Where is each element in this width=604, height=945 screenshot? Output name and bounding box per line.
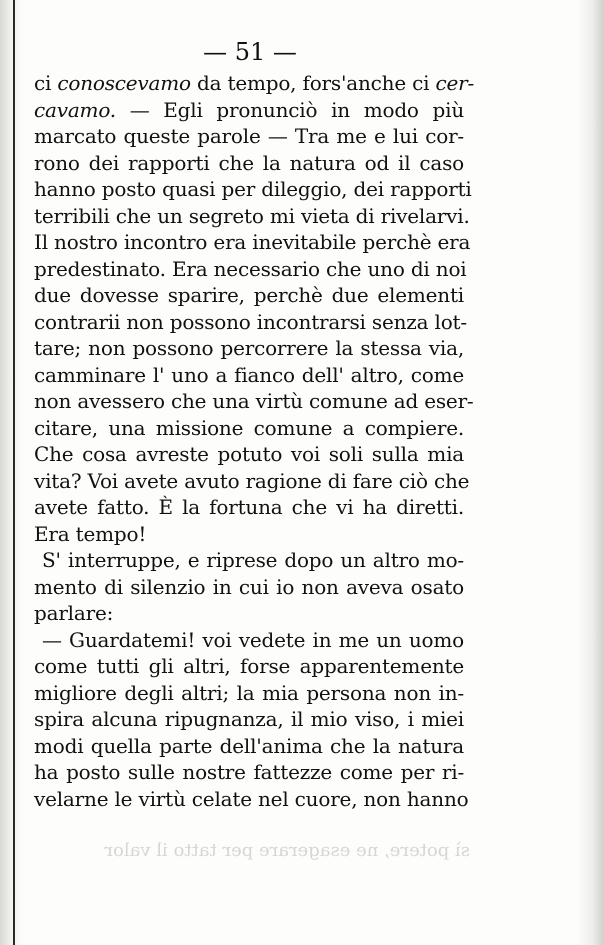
text-line: S' interruppe, e riprese dopo un altro mo- bbox=[42, 548, 464, 572]
text-line: ha posto sulle nostre fattezze come per ri- bbox=[34, 760, 464, 784]
text-line: camminare l' uno a fianco dell' altro, come bbox=[34, 362, 464, 387]
text-line: parlare: bbox=[34, 601, 114, 625]
page-edge-shadow bbox=[578, 0, 604, 945]
text-line: migliore degli altri; la mia persona non in- bbox=[34, 680, 464, 705]
binding-edge bbox=[13, 0, 15, 945]
text-line: hanno posto quasi per dileggio, dei rapporti bbox=[34, 177, 472, 201]
page-gutter bbox=[0, 0, 22, 945]
text-line: tare; non possono percorrere la stessa via, bbox=[34, 336, 464, 360]
text-line: avete fatto. È la fortuna che vi ha diretti. bbox=[34, 495, 464, 519]
text-line: cavamo. — Egli pronunciò in modo più bbox=[34, 97, 464, 122]
text-line: — Guardatemi! voi vedete in me un uomo bbox=[42, 627, 464, 652]
text-line: vita? Voi avete avuto ragione di fare ciò che bbox=[34, 468, 470, 493]
text-line: ci conoscevamo da tempo, fors'anche ci cer- bbox=[34, 71, 475, 95]
text-line: velarne le virtù celate nel cuore, non hanno bbox=[34, 786, 469, 811]
text-line: due dovesse sparire, perchè due elementi bbox=[34, 283, 464, 307]
text-line: come tutti gli altri, forse apparentemente bbox=[34, 654, 464, 678]
body-text bbox=[34, 70, 475, 812]
text-line: marcato queste parole — Tra me e lui cor- bbox=[34, 124, 464, 148]
text-line: rono dei rapporti che la natura od il caso bbox=[34, 150, 464, 175]
text-line: terribili che un segreto mi vieta di rivelarvi. bbox=[34, 203, 470, 228]
text-line: modi quella parte dell'anima che la natura bbox=[34, 733, 464, 758]
text-line: Il nostro incontro era inevitabile perchè era bbox=[34, 230, 471, 254]
text-line: predestinato. Era necessario che uno di noi bbox=[34, 256, 467, 281]
bleed-through-text: sì potere, ne esagerare per tatto il valor bbox=[104, 840, 470, 861]
text-line: Che cosa avreste potuto voi soli sulla mia bbox=[34, 442, 464, 466]
text-line: non avessero che una virtù comune ad eser- bbox=[34, 389, 474, 413]
text-line: Era tempo! bbox=[34, 521, 147, 546]
text-line: citare, una missione comune a compiere. bbox=[34, 415, 464, 440]
text-line: spira alcuna ripugnanza, il mio viso, i miei bbox=[34, 707, 464, 731]
page-number: — 51 — bbox=[203, 38, 297, 66]
text-line: contrarii non possono incontrarsi senza lot- bbox=[34, 309, 467, 334]
text-line: mento di silenzio in cui io non aveva osato bbox=[34, 574, 464, 599]
